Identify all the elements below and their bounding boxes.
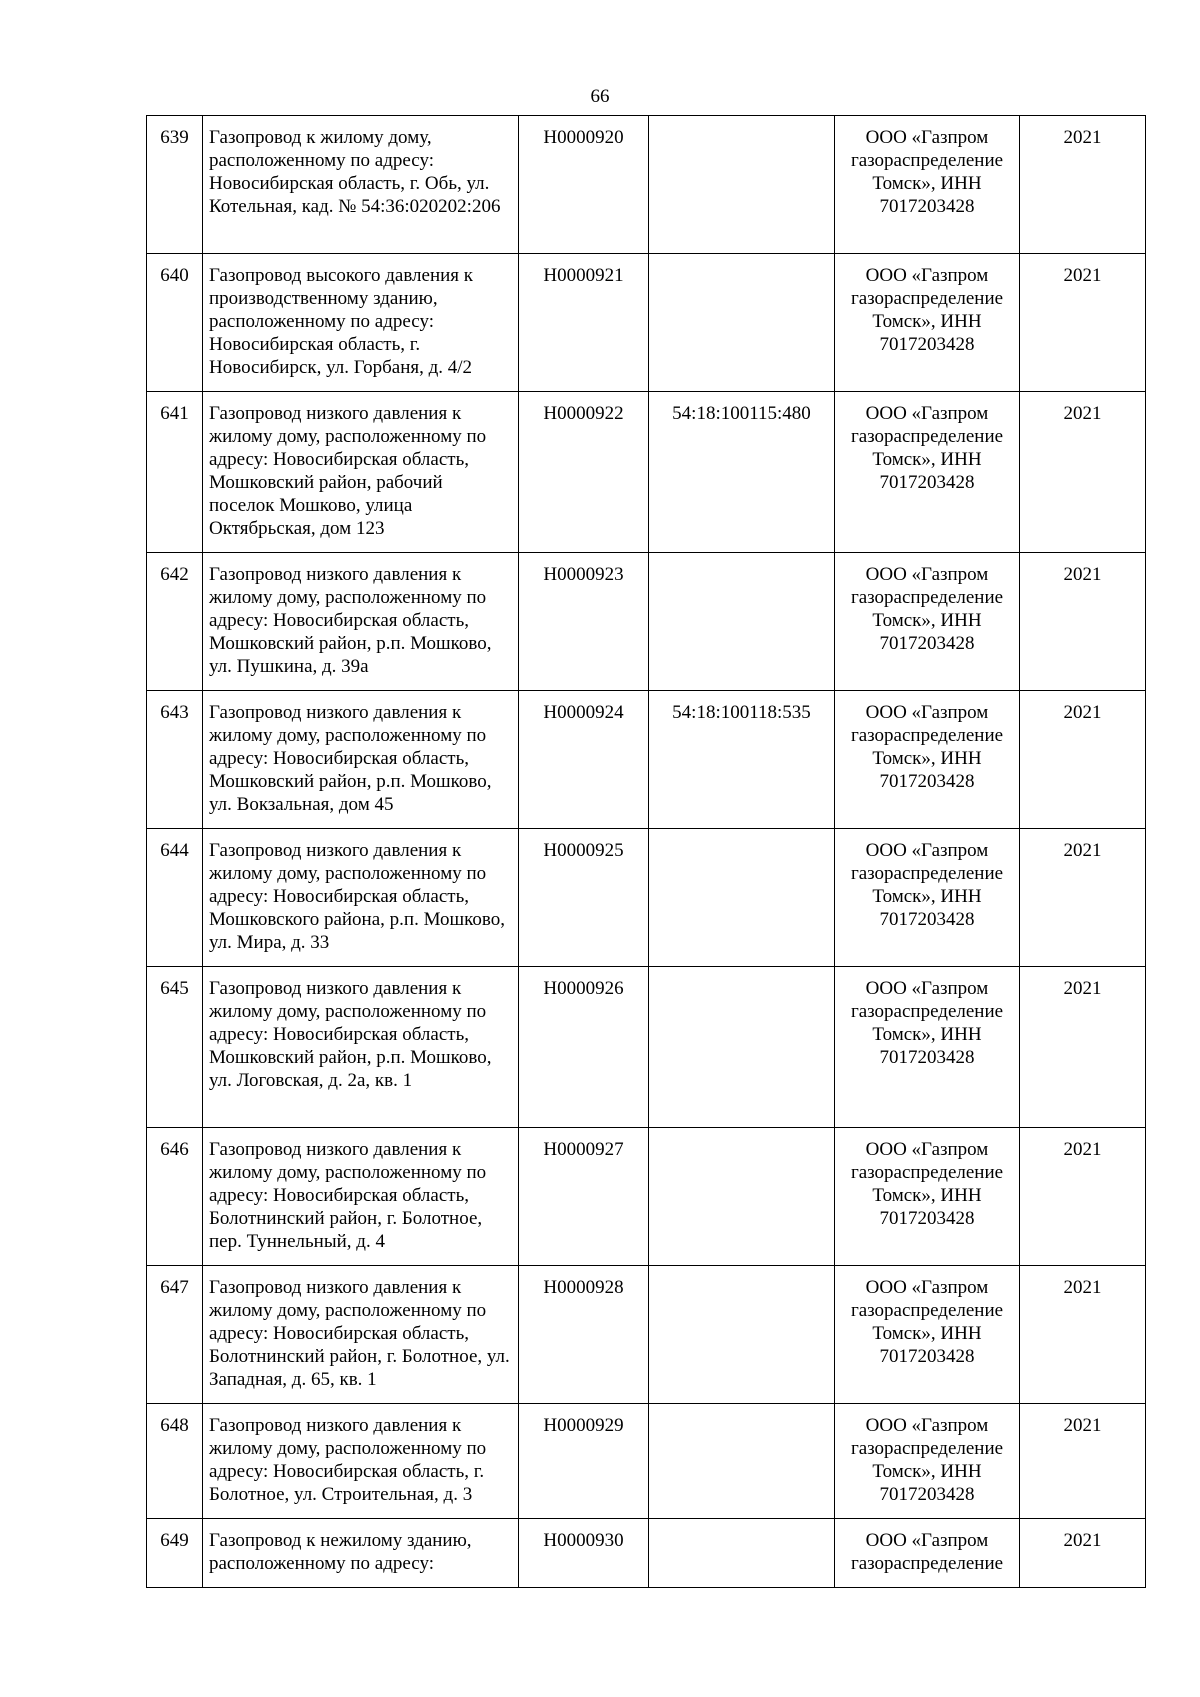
object-description: Газопровод низкого давления к жилому дому, расположенному по адресу: Новосибирская область, Мошковский район, р.п. Мошково, ул. Логовская, д. 2а, кв. 1 — [203, 967, 519, 1128]
object-description: Газопровод низкого давления к жилому дому, расположенному по адресу: Новосибирская область, Мошковский район, р.п. Мошково, ул. Пушкина, д. 39а — [203, 553, 519, 691]
table-row — [147, 967, 1146, 1128]
object-description: Газопровод низкого давления к жилому дому, расположенному по адресу: Новосибирская область, Мошковского района, р.п. Мошково, ул. Мира, д. 33 — [203, 829, 519, 967]
object-description: Газопровод низкого давления к жилому дому, расположенному по адресу: Новосибирская область, г. Болотное, ул. Строительная, д. 3 — [203, 1404, 519, 1519]
row-number: 643 — [147, 691, 203, 829]
owner-organization: ООО «Газпром газораспределение Томск», ИНН 7017203428 — [835, 254, 1020, 392]
object-description: Газопровод низкого давления к жилому дому, расположенному по адресу: Новосибирская область, Мошковский район, р.п. Мошково, ул. Вокзальная, дом 45 — [203, 691, 519, 829]
year: 2021 — [1020, 116, 1146, 254]
year: 2021 — [1020, 1404, 1146, 1519]
object-description: Газопровод низкого давления к жилому дому, расположенному по адресу: Новосибирская область, Болотнинский район, г. Болотное, ул. Западная, д. 65, кв. 1 — [203, 1266, 519, 1404]
cadastral-number — [649, 829, 835, 967]
owner-organization: ООО «Газпром газораспределение Томск», ИНН 7017203428 — [835, 1128, 1020, 1266]
row-number: 644 — [147, 829, 203, 967]
object-description: Газопровод высокого давления к производственному зданию, расположенному по адресу: Новосибирская область, г. Новосибирск, ул. Горбаня, д. 4/2 — [203, 254, 519, 392]
object-description: Газопровод к жилому дому, расположенному по адресу: Новосибирская область, г. Обь, ул. Котельная, кад. № 54:36:020202:206 — [203, 116, 519, 254]
owner-organization: ООО «Газпром газораспределение — [835, 1519, 1020, 1588]
object-description: Газопровод к нежилому зданию, расположенному по адресу: — [203, 1519, 519, 1588]
row-number: 641 — [147, 392, 203, 553]
owner-organization: ООО «Газпром газораспределение Томск», ИНН 7017203428 — [835, 553, 1020, 691]
year: 2021 — [1020, 1128, 1146, 1266]
owner-organization: ООО «Газпром газораспределение Томск», ИНН 7017203428 — [835, 1266, 1020, 1404]
cadastral-number — [649, 1128, 835, 1266]
page-number: 66 — [590, 86, 610, 107]
registry-table — [146, 115, 1146, 1588]
owner-organization: ООО «Газпром газораспределение Томск», ИНН 7017203428 — [835, 392, 1020, 553]
cadastral-number — [649, 1519, 835, 1588]
inventory-number: Н0000930 — [519, 1519, 649, 1588]
table-row — [147, 1519, 1146, 1588]
inventory-number: Н0000927 — [519, 1128, 649, 1266]
year: 2021 — [1020, 829, 1146, 967]
table-row — [147, 254, 1146, 392]
cadastral-number — [649, 254, 835, 392]
inventory-number: Н0000922 — [519, 392, 649, 553]
table-row — [147, 116, 1146, 254]
year: 2021 — [1020, 1266, 1146, 1404]
row-number: 647 — [147, 1266, 203, 1404]
table-row — [147, 392, 1146, 553]
owner-organization: ООО «Газпром газораспределение Томск», ИНН 7017203428 — [835, 691, 1020, 829]
year: 2021 — [1020, 967, 1146, 1128]
row-number: 649 — [147, 1519, 203, 1588]
inventory-number: Н0000926 — [519, 967, 649, 1128]
year: 2021 — [1020, 254, 1146, 392]
inventory-number: Н0000920 — [519, 116, 649, 254]
cadastral-number: 54:18:100118:535 — [649, 691, 835, 829]
table-row — [147, 691, 1146, 829]
object-description: Газопровод низкого давления к жилому дому, расположенному по адресу: Новосибирская область, Мошковский район, рабочий поселок Мошково, улица Октябрьская, дом 123 — [203, 392, 519, 553]
cadastral-number — [649, 967, 835, 1128]
owner-organization: ООО «Газпром газораспределение Томск», ИНН 7017203428 — [835, 967, 1020, 1128]
table-row — [147, 829, 1146, 967]
inventory-number: Н0000921 — [519, 254, 649, 392]
cadastral-number — [649, 1404, 835, 1519]
table-row — [147, 553, 1146, 691]
row-number: 640 — [147, 254, 203, 392]
year: 2021 — [1020, 691, 1146, 829]
year: 2021 — [1020, 1519, 1146, 1588]
inventory-number: Н0000923 — [519, 553, 649, 691]
table-row — [147, 1266, 1146, 1404]
row-number: 646 — [147, 1128, 203, 1266]
table-row — [147, 1128, 1146, 1266]
cadastral-number — [649, 1266, 835, 1404]
year: 2021 — [1020, 392, 1146, 553]
table-row — [147, 1404, 1146, 1519]
inventory-number: Н0000928 — [519, 1266, 649, 1404]
row-number: 639 — [147, 116, 203, 254]
row-number: 648 — [147, 1404, 203, 1519]
owner-organization: ООО «Газпром газораспределение Томск», ИНН 7017203428 — [835, 116, 1020, 254]
owner-organization: ООО «Газпром газораспределение Томск», ИНН 7017203428 — [835, 1404, 1020, 1519]
row-number: 645 — [147, 967, 203, 1128]
cadastral-number — [649, 553, 835, 691]
object-description: Газопровод низкого давления к жилому дому, расположенному по адресу: Новосибирская область, Болотнинский район, г. Болотное, пер. Туннельный, д. 4 — [203, 1128, 519, 1266]
inventory-number: Н0000929 — [519, 1404, 649, 1519]
cadastral-number — [649, 116, 835, 254]
cadastral-number: 54:18:100115:480 — [649, 392, 835, 553]
inventory-number: Н0000924 — [519, 691, 649, 829]
owner-organization: ООО «Газпром газораспределение Томск», ИНН 7017203428 — [835, 829, 1020, 967]
row-number: 642 — [147, 553, 203, 691]
year: 2021 — [1020, 553, 1146, 691]
inventory-number: Н0000925 — [519, 829, 649, 967]
